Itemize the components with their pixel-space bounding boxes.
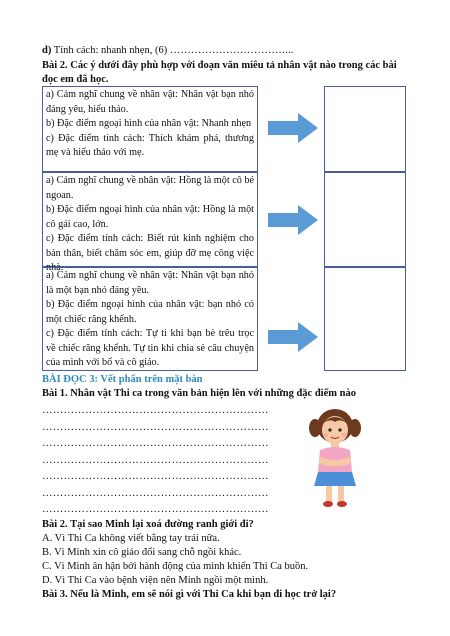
dotted-line[interactable]: ………………………………………………………	[42, 421, 269, 433]
dotted-line[interactable]: ………………………………………………………	[42, 454, 269, 466]
box-1-item-b: b) Đặc điểm ngoại hình của nhân vật: Nhanh nhẹn	[46, 118, 252, 129]
answer-box-2[interactable]	[324, 172, 406, 267]
bai2-title: Bài 2. Các ý dưới đây phù hợp với đoạn văn miêu tả nhân vật nào trong các bài	[42, 60, 397, 71]
character-box-1	[42, 86, 258, 172]
box-1-item-a: a) Cảm nghĩ chung về nhân vật: Nhân vật bạn nhỏ đáng yêu, hiếu thảo.	[46, 89, 254, 115]
box-2-item-a: a) Cảm nghĩ chung về nhân vật: Hồng là một cô bé ngoan.	[46, 175, 254, 201]
question-2-title: Bài 2. Tại sao Minh lại xoá đường ranh giới đi?	[42, 519, 254, 530]
character-box-2	[42, 172, 258, 273]
option-a[interactable]: A. Vì Thi Ca không viết bằng tay trái nữa.	[42, 533, 220, 544]
arrow-right-icon	[268, 205, 318, 235]
dotted-line[interactable]: ………………………………………………………	[42, 487, 269, 499]
question-3-title: Bài 3. Nếu là Minh, em sẽ nói gì với Thi Ca khi bạn đi học trở lại?	[42, 589, 337, 600]
option-b[interactable]: B. Vì Minh xin cô giáo đổi sang chỗ ngồi khác.	[42, 547, 242, 558]
dotted-line[interactable]: ………………………………………………………	[42, 504, 269, 515]
intro-text: Tính cách: nhanh nhẹn, (6) ……………………………...	[53, 45, 294, 56]
answer-box-3[interactable]	[324, 267, 406, 371]
box-1-item-c: c) Đặc điểm tính cách: Thích khám phá, thương mẹ và hiếu thảo với mẹ.	[46, 132, 254, 158]
box-3-item-a: a) Cảm nghĩ chung về nhân vật: Nhân vật bạn nhỏ là một bạn nhỏ đáng yêu.	[46, 270, 254, 296]
bai2-title-cont: đọc em đã học.	[42, 74, 109, 85]
character-box-3	[42, 267, 258, 371]
box-3-item-c: c) Đặc điểm tính cách: Tự ti khi bạn bè trêu trọc về chiếc răng khểnh. Tự tin khi chia sẻ câu chuyện của mình với bố và cô giáo.	[46, 328, 254, 368]
question-1-title: Bài 1. Nhân vật Thi ca trong văn bản hiện lên với những đặc điểm nào	[42, 388, 356, 399]
arrow-right-icon	[268, 113, 318, 143]
girl-illustration	[300, 406, 370, 510]
box-3-item-b: b) Đặc điểm ngoại hình của nhân vật: bạn nhỏ có một chiếc răng khểnh.	[46, 299, 254, 325]
box-2-item-b: b) Đặc điểm ngoại hình của nhân vật: Hồng là một cô gái cao, lớn.	[46, 204, 254, 230]
section-title: BÀI ĐỌC 3: Vết phấn trên mặt bàn	[42, 374, 203, 385]
arrow-right-icon	[268, 322, 318, 352]
dotted-line[interactable]: ………………………………………………………	[42, 438, 269, 449]
answer-box-1[interactable]	[324, 86, 406, 172]
intro-label: d)	[42, 45, 52, 56]
intro-line	[42, 44, 293, 57]
dotted-line[interactable]: ………………………………………………………	[42, 471, 269, 482]
answer-dotted-lines[interactable]	[42, 403, 269, 519]
option-c[interactable]: C. Vì Minh ân hận bởi hành động của mình khiến Thi Ca buồn.	[42, 561, 309, 572]
option-d[interactable]: D. Vì Thi Ca vào bệnh viện nên Minh ngồi một mình.	[42, 575, 269, 586]
box-2-item-c: c) Đặc điểm tính cách: Biết rút kinh nghiệm cho bản thân, biết chăm sóc em, giúp đỡ mẹ công việc nhà.	[46, 233, 254, 273]
dotted-line[interactable]: ………………………………………………………	[42, 405, 269, 416]
